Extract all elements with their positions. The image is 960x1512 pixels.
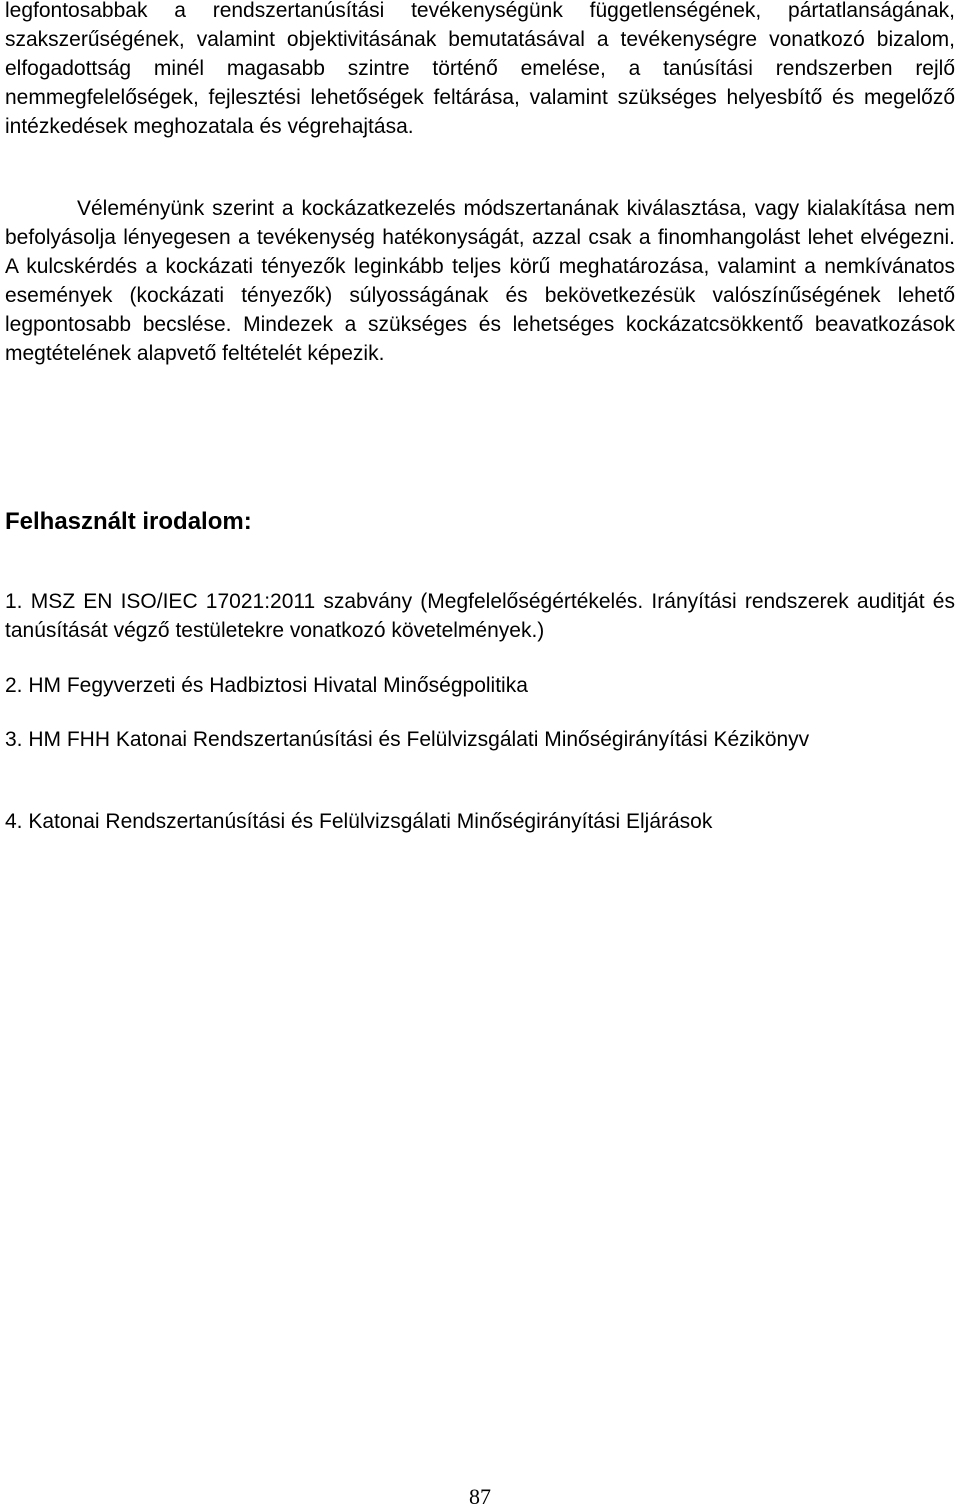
paragraph-1: legfontosabbak a rendszertanúsítási tevékenységünk függetlenségének, pártatlanságának, szakszerűségének, valamint objektivitásának bemutatásával a tevékenységre vonatkozó bizalom, elfogadottság minél magasabb szintre történő emelése, a tanúsítási rendszerben rejlő nemmegfelelőségek, fejlesztési lehetőségek feltárása, valamint szükséges helyesbítő és megelőző intézkedések meghozatala és végrehajtása. (5, 0, 955, 138)
reference-item-4: 4. Katonai Rendszertanúsítási és Felülvizsgálati Minőségirányítási Eljárások (5, 810, 713, 833)
reference-item-3: 3. HM FHH Katonai Rendszertanúsítási és Felülvizsgálati Minőségirányítási Kézikönyv (5, 728, 810, 751)
reference-item-2: 2. HM Fegyverzeti és Hadbiztosi Hivatal Minőségpolitika (5, 674, 528, 697)
paragraph-2: Véleményünk szerint a kockázatkezelés módszertanának kiválasztása, vagy kialakítása nem befolyásolja lényegesen a tevékenység hatékonyságát, azzal csak a finomhangolást lehet elvégezni. A kulcskérdés a kockázati tényezők leginkább teljes körű meghatározása, valamint a nemkívánatos események (kockázati tényezők) súlyosságának és bekövetkezésük valószínűségének lehető legpontosabb becslése. Mindezek a szükséges és lehetséges kockázatcsökkentő beavatkozások megtételének alapvető feltételét képezik. (5, 197, 955, 365)
page-number: 87 (469, 1484, 491, 1509)
references-heading: Felhasznált irodalom: (5, 508, 252, 535)
reference-item-1: 1. MSZ EN ISO/IEC 17021:2011 szabvány (Megfelelőségértékelés. Irányítási rendszerek auditját és tanúsítását végző testületekre vonatkozó követelmények.) (5, 590, 955, 642)
